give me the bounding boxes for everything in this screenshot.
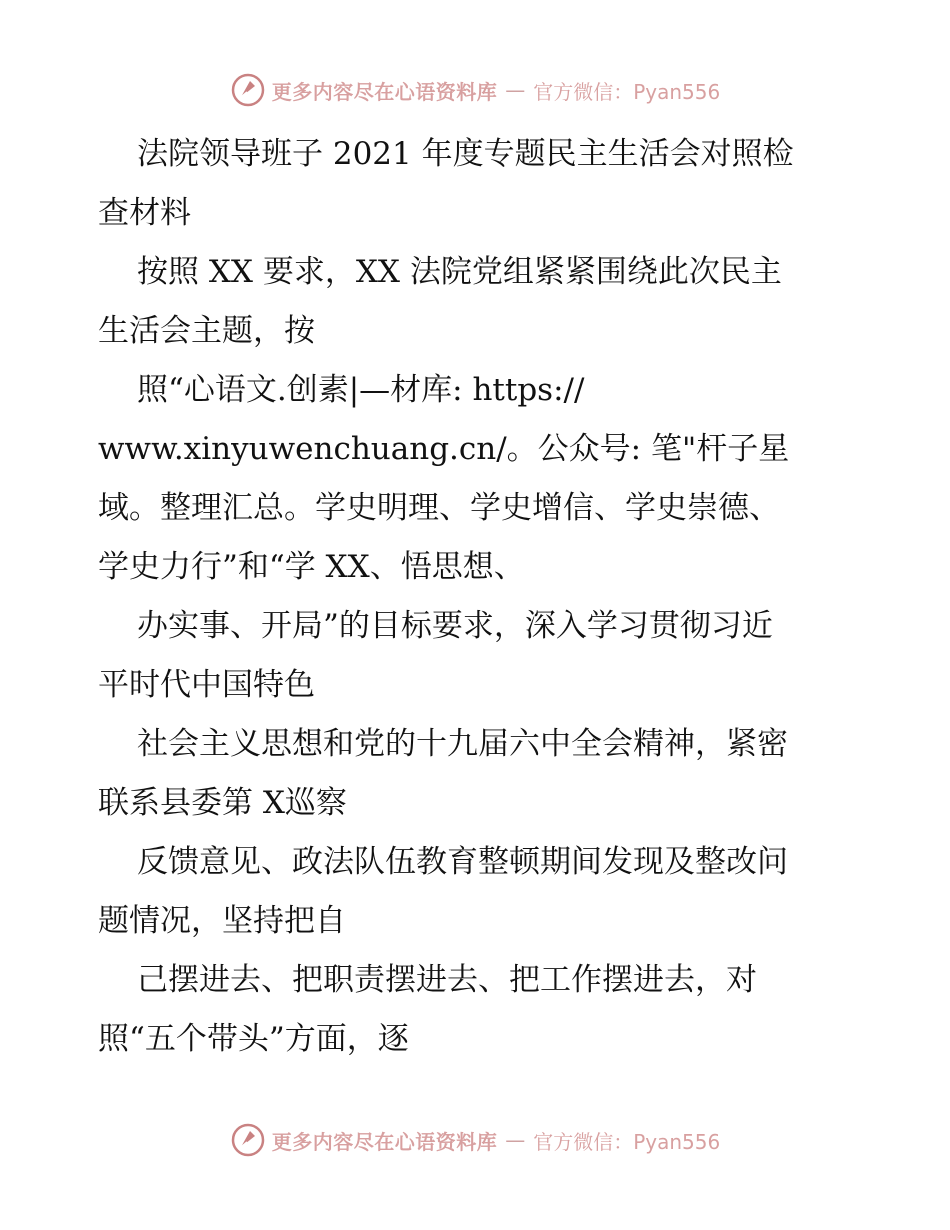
banner-dash: —	[505, 1128, 526, 1152]
watermark-banner-top	[0, 68, 950, 112]
paragraph-line: 平时代中国特色	[98, 667, 315, 703]
document-title-line-1: 法院领导班子 2021 年度专题民主生活会对照检	[137, 136, 794, 172]
pen-nib-icon	[230, 72, 266, 108]
watermark-banner-bottom	[0, 1118, 950, 1162]
paragraph-line: 域。整理汇总。学史明理、学史增信、学史崇德、	[98, 490, 780, 526]
banner-main-text: 更多内容尽在心语资料库	[271, 79, 498, 104]
banner-dash: —	[505, 78, 526, 102]
paragraph-line: www.xinyuwenchuang.cn/。公众号: 笔"杆子星	[98, 431, 790, 467]
document-title-line-2: 查材料	[98, 195, 191, 231]
paragraph-line: 照“五个带头”方面，逐	[98, 1021, 409, 1057]
paragraph-line: 社会主义思想和党的十九届六中全会精神，紧密	[137, 726, 788, 762]
document-body	[98, 125, 858, 1069]
paragraph-line: 题情况，坚持把自	[98, 903, 346, 939]
paragraph-line: 生活会主题，按	[98, 313, 315, 349]
paragraph-line: 办实事、开局”的目标要求，深入学习贯彻习近	[137, 608, 773, 644]
paragraph-line: 己摆进去、把职责摆进去、把工作摆进去，对	[137, 962, 757, 998]
paragraph-line: 联系县委第 X巡察	[98, 785, 347, 821]
paragraph-line: 学史力行”和“学 XX、悟思想、	[98, 549, 525, 585]
pen-nib-icon	[230, 1122, 266, 1158]
banner-contact-text: 官方微信：Pyan556	[533, 79, 721, 104]
banner-main-text: 更多内容尽在心语资料库	[271, 1129, 498, 1154]
banner-contact-text: 官方微信：Pyan556	[533, 1129, 721, 1154]
paragraph-line: 反馈意见、政法队伍教育整顿期间发现及整改问	[137, 844, 788, 880]
paragraph-line: 照“心语文.创素|—材库: https://	[137, 372, 585, 408]
paragraph-line: 按照 XX 要求，XX 法院党组紧紧围绕此次民主	[137, 254, 782, 290]
